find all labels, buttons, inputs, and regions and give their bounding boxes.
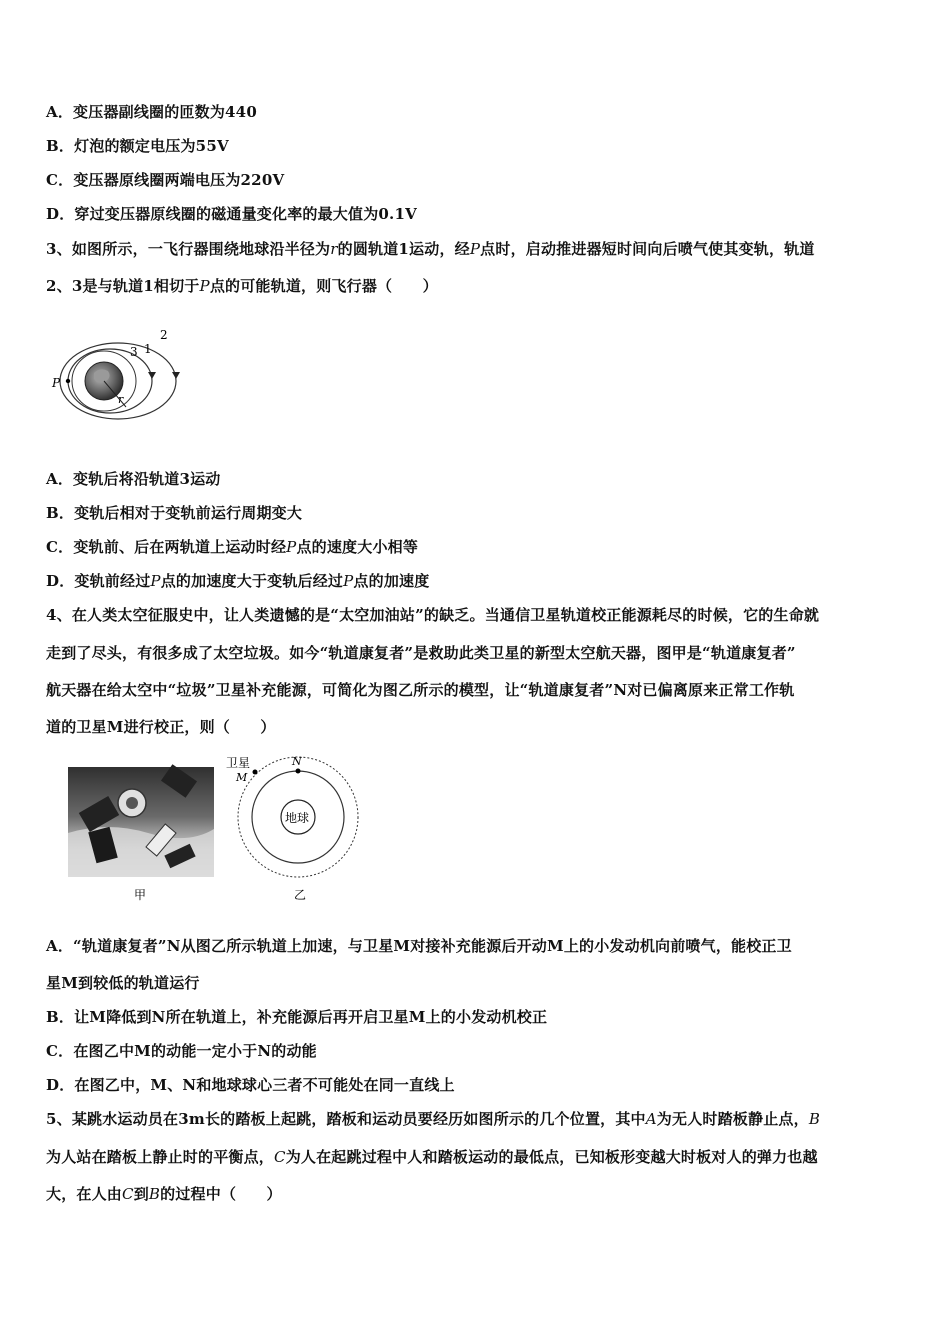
q4-figure-jia bbox=[68, 763, 216, 903]
q4-option-a-line1: A．“轨道康复者”N从图乙所示轨道上加速，与卫星M对接补充能源后开动M上的小发动机向前喷气，能校正卫 bbox=[46, 937, 792, 955]
satellite-n-dot bbox=[296, 769, 301, 774]
q4-option-d: D．在图乙中，M、N和地球球心三者不可能处在同一直线上 bbox=[46, 1076, 455, 1094]
q3-stem-line1: 3、如图所示，一飞行器围绕地球沿半径为r的圆轨道1运动，经P点时，启动推进器短时间向后喷气使其变轨，轨道 bbox=[46, 240, 815, 258]
q2-option-d: D．穿过变压器原线圈的磁通量变化率的最大值为0.1V bbox=[46, 205, 417, 223]
q4-option-c: C．在图乙中M的动能一定小于N的动能 bbox=[46, 1042, 317, 1060]
q4-option-b: B．让M降低到N所在轨道上，补充能源后再开启卫星M上的小发动机校正 bbox=[46, 1008, 548, 1026]
q2-option-a: A．变压器副线圈的匝数为440 bbox=[46, 103, 257, 121]
q3-option-c: C．变轨前、后在两轨道上运动时经P点的速度大小相等 bbox=[46, 538, 419, 556]
label-satellite: 卫星 bbox=[226, 756, 251, 770]
q5-stem-line2: 为人站在踏板上静止时的平衡点，C为人在起跳过程中人和踏板运动的最低点，已知板形变越大时板对人的弹力也越 bbox=[46, 1148, 818, 1166]
label-r: r bbox=[118, 393, 124, 406]
q5-stem-line3: 大，在人由C到B的过程中（ ） bbox=[46, 1185, 282, 1203]
point-p-dot bbox=[66, 379, 70, 383]
q3-orbit-figure bbox=[48, 325, 188, 425]
q4-figure-yi bbox=[222, 753, 362, 903]
q4-stem-line3: 航天器在给太空中“垃圾”卫星补充能源，可简化为图乙所示的模型，让“轨道康复者”N对已偏离原来正常工作轨 bbox=[46, 681, 795, 699]
label-jia: 甲 bbox=[134, 888, 147, 902]
q2-option-b: B．灯泡的额定电压为55V bbox=[46, 137, 229, 155]
q5-stem-line1: 5、某跳水运动员在3m长的踏板上起跳，踏板和运动员要经历如图所示的几个位置，其中A为无人时踏板静止点，B bbox=[46, 1110, 821, 1128]
label-3: 3 bbox=[130, 345, 138, 359]
arrow-icon bbox=[148, 372, 156, 379]
q3-option-b: B．变轨后相对于变轨前运行周期变大 bbox=[46, 504, 303, 522]
q3-option-d: D．变轨前经过P点的加速度大于变轨后经过P点的加速度 bbox=[46, 572, 430, 590]
q4-option-a-line2: 星M到较低的轨道运行 bbox=[46, 974, 200, 992]
label-m: M bbox=[236, 771, 248, 784]
q3-option-a: A．变轨后将沿轨道3运动 bbox=[46, 470, 221, 488]
label-n: N bbox=[292, 755, 302, 768]
label-p: P bbox=[52, 376, 61, 390]
label-2: 2 bbox=[160, 328, 168, 342]
q3-stem-line2: 2、3是与轨道1相切于P点的可能轨道，则飞行器（ ） bbox=[46, 277, 438, 295]
q4-stem-line2: 走到了尽头，有很多成了太空垃圾。如今“轨道康复者”是救助此类卫星的新型太空航天器，图甲是“轨道康复者” bbox=[46, 644, 796, 662]
label-1: 1 bbox=[144, 342, 152, 356]
q4-stem-line1: 4、在人类太空征服史中，让人类遗憾的是“太空加油站”的缺乏。当通信卫星轨道校正能源耗尽的时候，它的生命就 bbox=[46, 606, 820, 624]
arrow-icon bbox=[172, 372, 180, 379]
satellite-m-dot bbox=[253, 770, 258, 775]
label-earth: 地球 bbox=[285, 811, 310, 825]
q4-stem-line4: 道的卫星M进行校正，则（ ） bbox=[46, 718, 276, 736]
q2-option-c: C．变压器原线圈两端电压为220V bbox=[46, 171, 285, 189]
label-yi: 乙 bbox=[294, 888, 307, 902]
